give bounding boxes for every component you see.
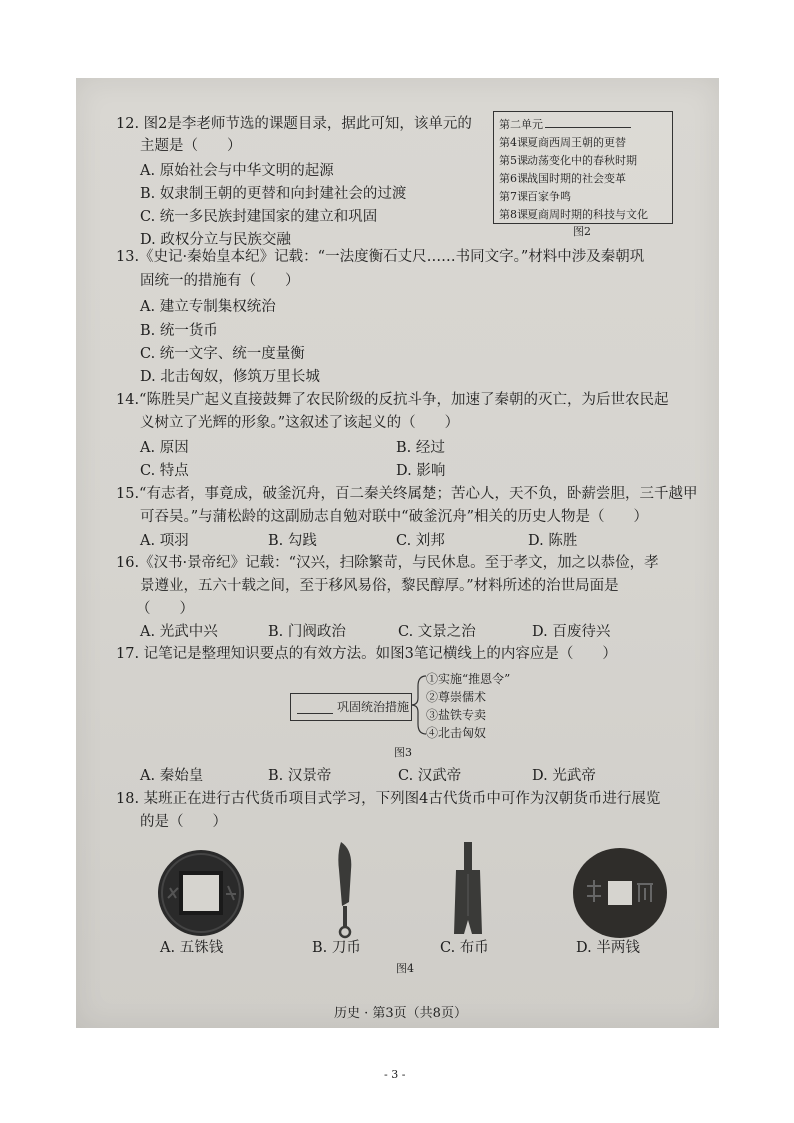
fig2-item: 第8课夏商周时期的科技与文化 (499, 208, 648, 221)
q14-option-d: D. 影响 (396, 463, 446, 479)
q14-stem-line2: 义树立了光辉的形象。”这叙述了该起义的（ ） (140, 415, 460, 431)
page-footer: 历史 · 第3页（共8页） (334, 1006, 467, 1021)
q18-option-c: C. 布币 (440, 940, 489, 956)
q15-stem-line1: 15.“有志者，事竟成，破釜沉舟，百二秦关终属楚；苦心人，天不负，卧薪尝胆，三千越甲 (116, 486, 698, 502)
q13-option-d: D. 北击匈奴，修筑万里长城 (140, 369, 320, 385)
q15-stem-line2: 可吞吴。”与蒲松龄的这副励志自勉对联中“破釜沉舟”相关的历史人物是（ ） (140, 509, 648, 525)
q18-stem-line1: 18. 某班正在进行古代货币项目式学习，下列图4古代货币中可作为汉朝货币进行展览 (116, 791, 661, 807)
figure-2-lesson-list (493, 111, 673, 224)
q12-option-c: C. 统一多民族封建国家的建立和巩固 (140, 209, 378, 225)
q18-stem-line2: 的是（ ） (140, 814, 227, 830)
q14-option-b: B. 经过 (396, 440, 445, 456)
q16-stem-line3: （ ） (136, 601, 194, 617)
q15-option-b: B. 勾践 (268, 533, 317, 549)
q17-stem: 17. 记笔记是整理知识要点的有效方法。如图3笔记横线上的内容应是（ ） (116, 646, 617, 662)
banliang-coin-image (571, 846, 669, 940)
q18-option-a: A. 五铢钱 (160, 940, 224, 956)
q17-option-c: C. 汉武帝 (398, 768, 462, 784)
q18-option-b: B. 刀币 (312, 940, 361, 956)
q12-option-b: B. 奴隶制王朝的更替和向封建社会的过渡 (140, 186, 407, 202)
q12-stem-line1: 12. 图2是李老师节选的课题目录，据此可知，该单元的 (116, 116, 472, 132)
exam-page-photo (76, 78, 719, 1028)
fig2-item: 第4课夏商西周王朝的更替 (499, 136, 626, 149)
fig3-list-item: ④北击匈奴 (426, 726, 487, 740)
q12-stem-line2: 主题是（ ） (140, 138, 242, 154)
q13-stem-line2: 固统一的措施有（ ） (140, 273, 300, 289)
figure-3-box (290, 693, 412, 721)
q17-option-d: D. 光武帝 (532, 768, 596, 784)
wuzhu-coin-image (156, 848, 246, 938)
fig2-caption: 图2 (573, 225, 591, 238)
q13-option-c: C. 统一文字、统一度量衡 (140, 346, 305, 362)
q14-option-a: A. 原因 (140, 440, 189, 456)
q14-stem-line1: 14.“陈胜吴广起义直接鼓舞了农民阶级的反抗斗争，加速了秦朝的灭亡，为后世农民起 (116, 392, 669, 408)
q12-option-a: A. 原始社会与中华文明的起源 (140, 163, 334, 179)
q15-option-a: A. 项羽 (140, 533, 189, 549)
q13-option-b: B. 统一货币 (140, 323, 218, 339)
fig4-caption: 图4 (396, 962, 414, 975)
q16-option-c: C. 文景之治 (398, 624, 476, 640)
q12-option-d: D. 政权分立与民族交融 (140, 232, 291, 248)
q16-option-d: D. 百废待兴 (532, 624, 611, 640)
q17-option-b: B. 汉景帝 (268, 768, 332, 784)
q17-option-a: A. 秦始皇 (140, 768, 204, 784)
q16-option-b: B. 门阀政治 (268, 624, 346, 640)
q13-stem-line1: 13.《史记·秦始皇本纪》记载：“一法度衡石丈尺……书同文字。”材料中涉及秦朝巩 (116, 249, 645, 265)
q16-stem-line1: 16.《汉书·景帝纪》记载：“汉兴，扫除繁苛，与民休息。至于孝文，加之以恭俭，孝 (116, 555, 659, 571)
fig3-caption: 图3 (394, 746, 412, 759)
fig3-list-item: ②尊崇儒术 (426, 690, 487, 704)
spade-coin-image (448, 840, 488, 940)
fig3-box-label: 巩固统治措施 (337, 700, 410, 714)
q16-option-a: A. 光武中兴 (140, 624, 218, 640)
q15-option-c: C. 刘邦 (396, 533, 445, 549)
q14-option-c: C. 特点 (140, 463, 189, 479)
fig3-list-item: ①实施“推恩令” (426, 672, 511, 686)
q16-stem-line2: 景遵业，五六十载之间，至于移风易俗，黎民醇厚。”材料所述的治世局面是 (140, 578, 619, 594)
q13-option-a: A. 建立专制集权统治 (140, 299, 276, 315)
fig3-list-item: ③盐铁专卖 (426, 708, 487, 722)
page-number: - 3 - (384, 1068, 406, 1081)
fill-blank-line (297, 701, 333, 714)
fig2-item: 第5课动荡变化中的春秋时期 (499, 154, 637, 167)
fig2-item: 第7课百家争鸣 (499, 190, 571, 203)
q15-option-d: D. 陈胜 (528, 533, 578, 549)
fig2-header: 第二单元 (499, 116, 631, 132)
fig2-item: 第6课战国时期的社会变革 (499, 172, 626, 185)
q18-option-d: D. 半两钱 (576, 940, 640, 956)
knife-coin-image (331, 840, 361, 940)
